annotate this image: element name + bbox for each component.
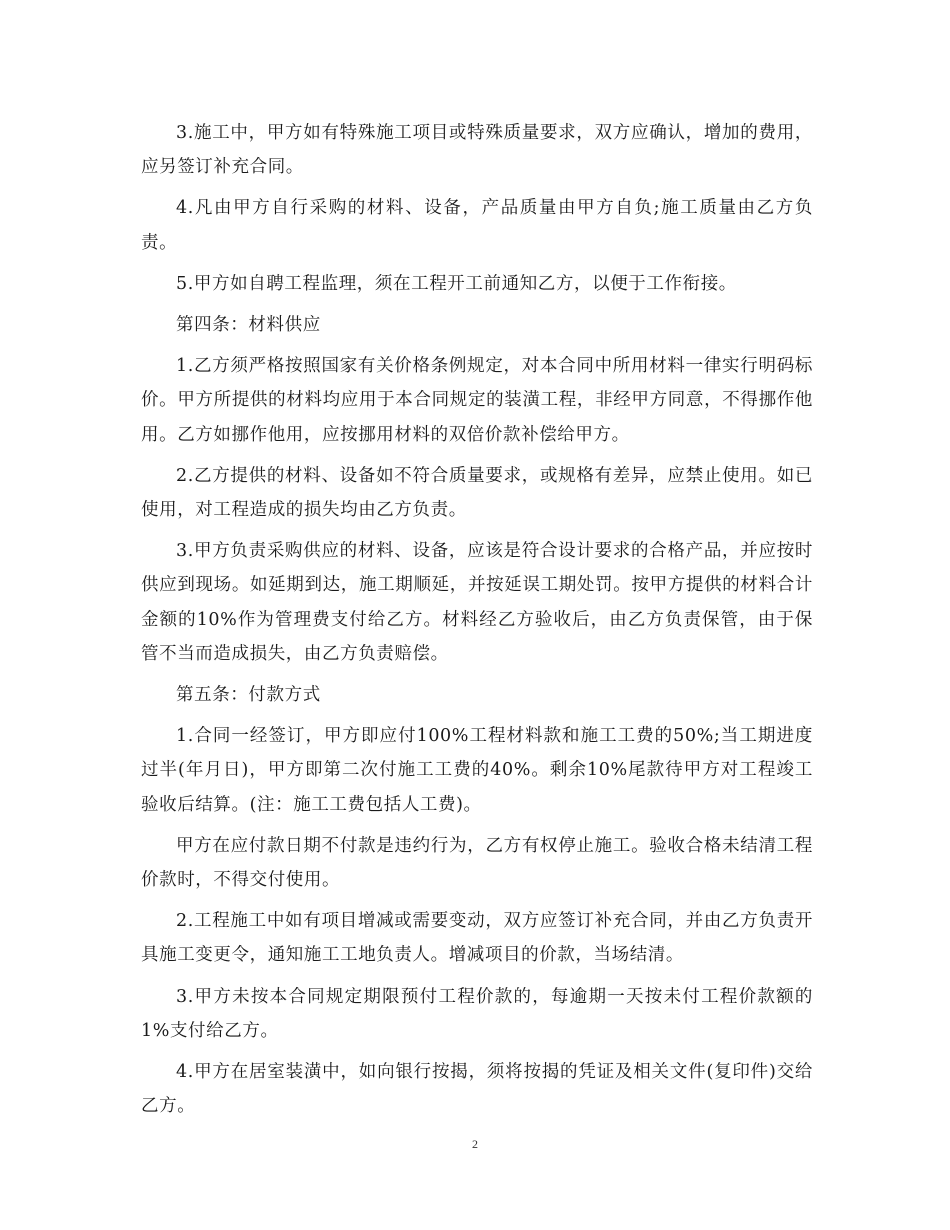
paragraph-clause-4-3: 3.甲方负责采购供应的材料、设备，应该是符合设计要求的合格产品，并应按时供应到现场。如延期到达，施工期顺延，并按延误工期处罚。按甲方提供的材料合计金额的10%作为管理费支付给乙方。材料经乙方验收后，由乙方负责保管，由于保管不当而造成损失，由乙方负责赔偿。 bbox=[141, 541, 813, 664]
paragraph-clause-5-1-note: 甲方在应付款日期不付款是违约行为，乙方有权停止施工。验收合格未结清工程价款时，不得交付使用。 bbox=[141, 835, 813, 891]
paragraph-clause-4-2: 2.乙方提供的材料、设备如不符合质量要求，或规格有差异，应禁止使用。如已使用，对工程造成的损失均由乙方负责。 bbox=[141, 465, 813, 521]
paragraph-clause-5-3: 3.甲方未按本合同规定期限预付工程价款的，每逾期一天按未付工程价款额的1%支付给乙方。 bbox=[141, 986, 813, 1041]
section-heading-article-5: 第五条：付款方式 bbox=[176, 685, 321, 706]
document-body bbox=[141, 116, 813, 1130]
paragraph-clause-3-5: 5.甲方如自聘工程监理，须在工程开工前通知乙方，以便于工作衔接。 bbox=[176, 273, 737, 294]
paragraph-clause-4-1: 1.乙方须严格按照国家有关价格条例规定，对本合同中所用材料一律实行明码标价。甲方所提供的材料均应用于本合同规定的装潢工程，非经甲方同意，不得挪作他用。乙方如挪作他用，应按挪用材料的双倍价款补偿给甲方。 bbox=[141, 356, 813, 445]
paragraph-clause-5-4: 4.甲方在居室装潢中，如向银行按揭，须将按揭的凭证及相关文件(复印件)交给乙方。 bbox=[141, 1062, 813, 1117]
paragraph-clause-5-1: 1.合同一经签订，甲方即应付100%工程材料款和施工工费的50%;当工期进度过半(年月日)，甲方即第二次付施工工费的40%。剩余10%尾款待甲方对工程竣工验收后结算。(注：施工工费包括人工费)。 bbox=[141, 726, 813, 815]
section-heading-article-4: 第四条：材料供应 bbox=[176, 315, 321, 336]
paragraph-clause-3-3: 3.施工中，甲方如有特殊施工项目或特殊质量要求，双方应确认，增加的费用，应另签订补充合同。 bbox=[141, 123, 813, 178]
paragraph-clause-3-4: 4.凡由甲方自行采购的材料、设备，产品质量由甲方自负;施工质量由乙方负责。 bbox=[141, 198, 813, 253]
paragraph-clause-5-2: 2.工程施工中如有项目增减或需要变动，双方应签订补充合同，并由乙方负责开具施工变更令，通知施工工地负责人。增减项目的价款，当场结清。 bbox=[141, 911, 813, 966]
page-number: 2 bbox=[472, 1137, 478, 1151]
